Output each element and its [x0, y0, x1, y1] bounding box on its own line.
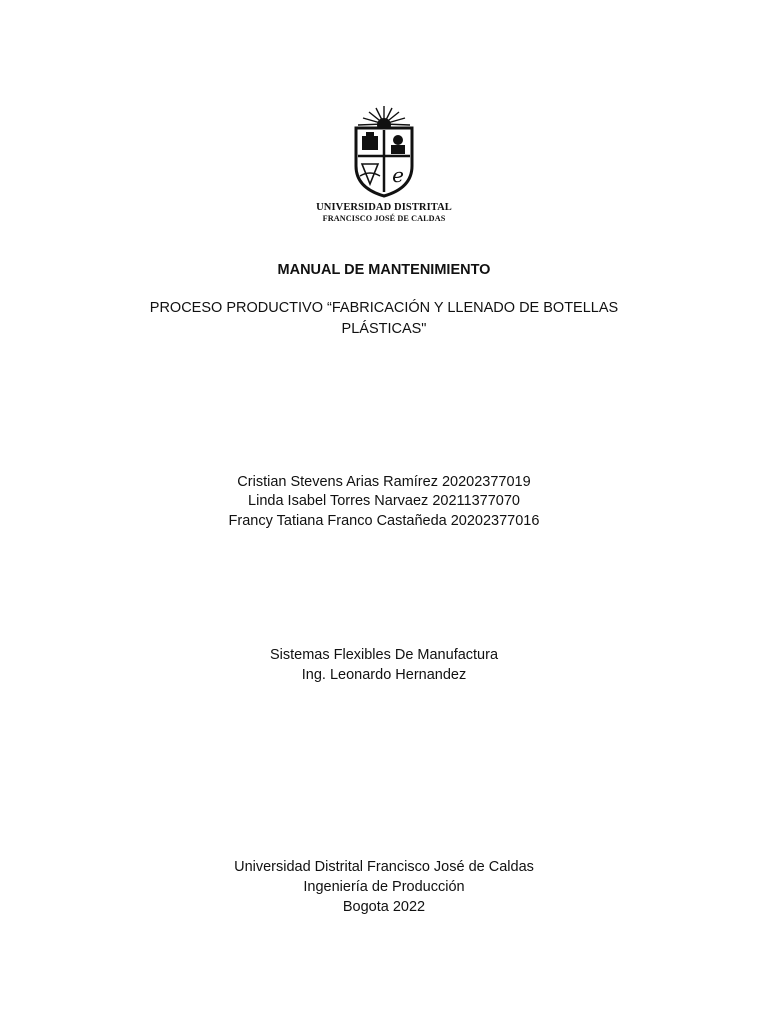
- author-3: Francy Tatiana Franco Castañeda 20202377016: [228, 513, 540, 529]
- author-2: Linda Isabel Torres Narvaez 20211377070: [248, 493, 520, 509]
- logo-university-subname: FRANCISCO JOSÉ DE CALDAS: [322, 214, 446, 223]
- instructor-name: Ing. Leonardo Hernandez: [301, 667, 467, 683]
- svg-text:e: e: [392, 163, 404, 187]
- university-logo: [314, 104, 454, 226]
- place-and-year: Bogota 2022: [342, 899, 426, 915]
- document-subtitle-line-2: PLÁSTICAS": [341, 321, 427, 337]
- institution-name: Universidad Distrital Francisco José de Caldas: [234, 859, 534, 875]
- document-subtitle-line-1: PROCESO PRODUCTIVO “FABRICACIÓN Y LLENADO DE BOTELLAS: [149, 300, 619, 316]
- course-name: Sistemas Flexibles De Manufactura: [269, 647, 499, 663]
- logo-university-name: UNIVERSIDAD DISTRITAL: [316, 202, 452, 213]
- author-1: Cristian Stevens Arias Ramírez 20202377019: [237, 474, 531, 490]
- document-title: MANUAL DE MANTENIMIENTO: [277, 262, 491, 278]
- program-name: Ingeniería de Producción: [303, 879, 465, 895]
- university-crest-icon: [350, 104, 418, 200]
